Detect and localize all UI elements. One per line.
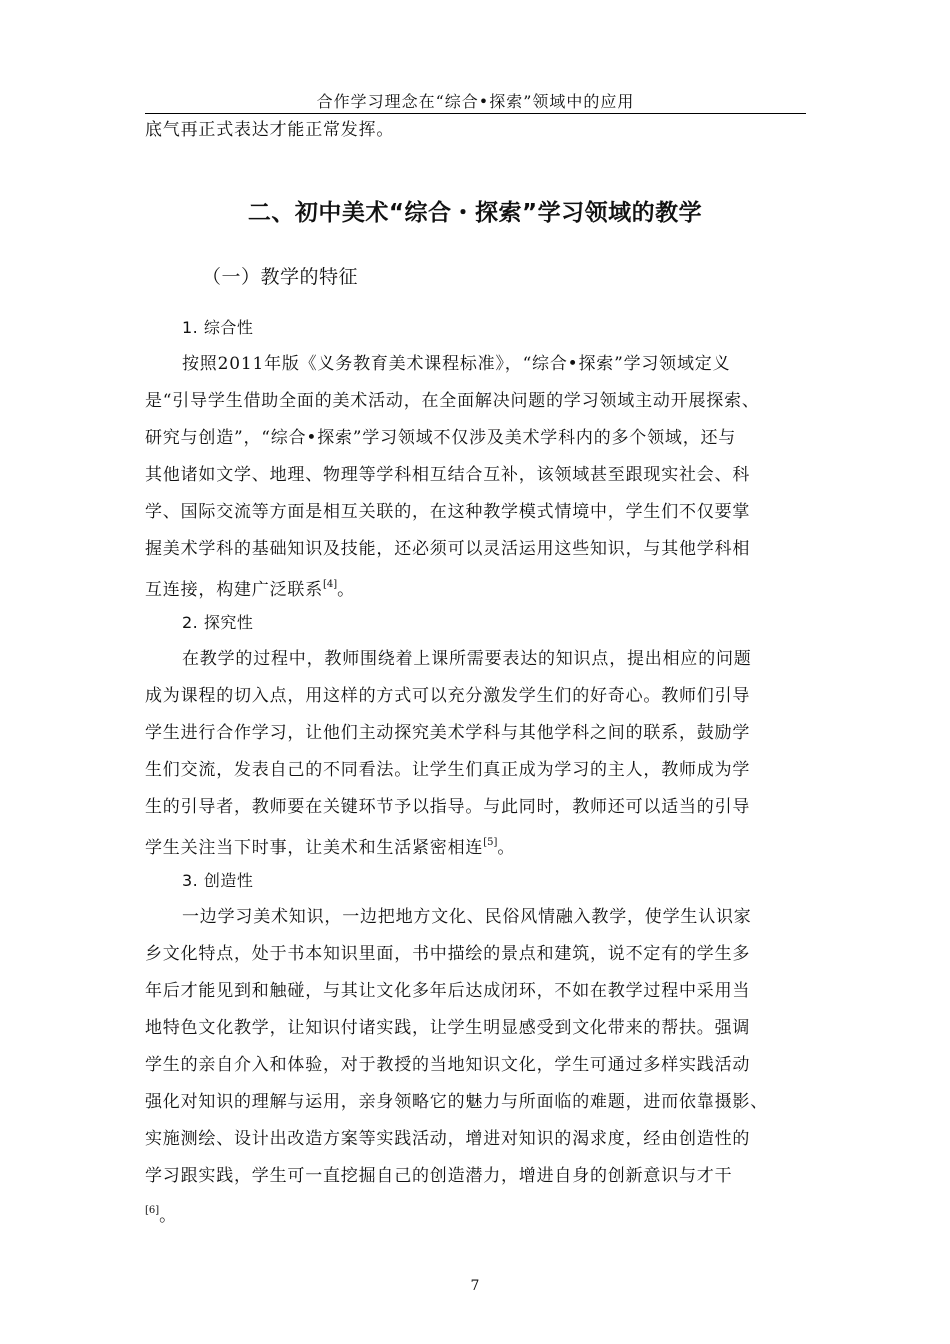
paragraph-line: 学习跟实践，学生可一直挖掘自己的创造潜力，增进自身的创新意识与才干 [145,1166,733,1186]
item-heading-creativity: 3. 创造性 [182,871,254,890]
item-heading-inquiry: 2. 探究性 [182,613,254,632]
citation-ref: [6] [145,1205,160,1216]
paragraph-line: 在教学的过程中，教师围绕着上课所需要表达的知识点，提出相应的问题 [182,649,752,669]
paragraph-line: 生的引导者，教师要在关键环节予以指导。与此同时，教师还可以适当的引导 [145,797,751,817]
paragraph-end: 。 [337,580,355,600]
citation-ref: [4] [323,579,338,590]
paragraph-last-line [145,1199,177,1228]
paragraph-text: 互连接，构建广泛联系 [145,580,323,600]
paragraph-line: 强化对知识的理解与运用，亲身领略它的魅力与所面临的难题，进而依靠摄影、 [145,1092,768,1112]
paragraph-line: 一边学习美术知识，一边把地方文化、民俗风情融入教学，使学生认识家 [182,907,752,927]
paragraph-line: 学生进行合作学习，让他们主动探究美术学科与其他学科之间的联系，鼓励学 [145,723,751,743]
paragraph-line: 学生的亲自介入和体验，对于教授的当地知识文化，学生可通过多样实践活动 [145,1055,751,1075]
paragraph-end: 。 [159,1206,177,1226]
paragraph-text: 学生关注当下时事，让美术和生活紧密相连 [145,838,484,858]
paragraph-line: 学、国际交流等方面是相互关联的，在这种教学模式情境中，学生们不仅要掌 [145,502,751,522]
subsection-title: （一）教学的特征 [202,266,359,288]
paragraph-line: 年后才能见到和触碰，与其让文化多年后达成闭环，不如在教学过程中采用当 [145,981,751,1001]
paragraph-last-line [145,573,355,602]
paragraph-last-line [145,831,515,860]
paragraph-line: 研究与创造”，“综合•探索”学习领域不仅涉及美术学科内的多个领域，还与 [145,428,737,448]
paragraph-line: 实施测绘、设计出改造方案等实践活动，增进对知识的渴求度，经由创造性的 [145,1129,751,1149]
paragraph-end: 。 [497,838,516,858]
section-title: 二、初中美术“综合・探索”学习领域的教学 [247,200,703,226]
item-heading-comprehensive: 1. 综合性 [182,318,254,337]
paragraph-line: 其他诸如文学、地理、物理等学科相互结合互补，该领域甚至跟现实社会、科 [145,465,751,485]
citation-ref: [5] [483,837,498,848]
page-number: 7 [470,1278,480,1294]
paragraph-line: 生们交流，发表自己的不同看法。让学生们真正成为学习的主人，教师成为学 [145,760,751,780]
paragraph-line: 地特色文化教学，让知识付诸实践，让学生明显感受到文化带来的帮扶。强调 [145,1018,751,1038]
paragraph-line: 是“引导学生借助全面的美术活动，在全面解决问题的学习领域主动开展探索、 [145,391,760,411]
paragraph-line: 按照2011年版《义务教育美术课程标准》，“综合•探索”学习领域定义 [182,354,731,374]
running-header: 合作学习理念在“综合•探索”领域中的应用 [145,92,806,114]
paragraph-line: 握美术学科的基础知识及技能，还必须可以灵活运用这些知识，与其他学科相 [145,539,751,559]
paragraph-line: 乡文化特点，处于书本知识里面，书中描绘的景点和建筑，说不定有的学生多 [145,944,751,964]
intro-line: 底气再正式表达才能正常发挥。 [145,120,395,140]
paragraph-line: 成为课程的切入点，用这样的方式可以充分激发学生们的好奇心。教师们引导 [145,686,751,706]
